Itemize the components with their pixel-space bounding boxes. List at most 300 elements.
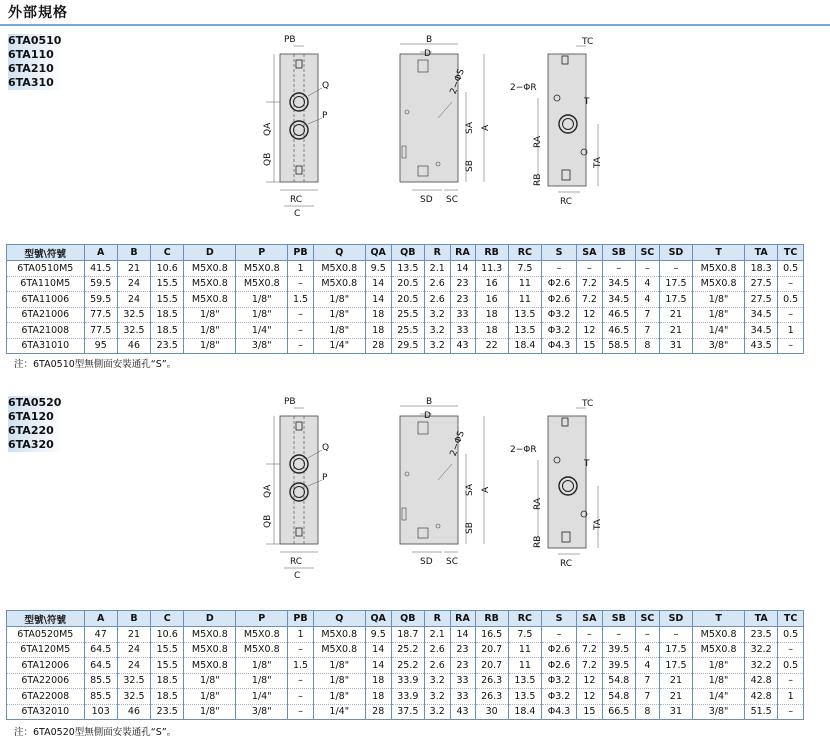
spec-table xyxy=(6,610,804,720)
value-cell: – xyxy=(778,338,804,354)
value-cell: 10.6 xyxy=(151,627,184,643)
model-label: 6TA310 xyxy=(8,76,64,90)
side-view xyxy=(400,397,491,567)
title-underline xyxy=(0,24,830,26)
value-cell: Φ2.6 xyxy=(542,276,577,292)
value-cell: 43 xyxy=(450,338,475,354)
svg-text:RC: RC xyxy=(560,559,573,569)
value-cell: 12 xyxy=(577,307,603,323)
value-cell: 3.2 xyxy=(424,307,450,323)
model-cell: 6TA0520M5 xyxy=(7,627,85,643)
column-header: Q xyxy=(313,245,365,261)
value-cell: Φ2.6 xyxy=(542,642,577,658)
value-cell: 17.5 xyxy=(659,642,692,658)
value-cell: 2.1 xyxy=(424,261,450,277)
value-cell: 25.5 xyxy=(391,323,424,339)
value-cell: 51.5 xyxy=(745,704,778,720)
value-cell: 15 xyxy=(577,338,603,354)
value-cell: 33.9 xyxy=(391,689,424,705)
value-cell: 54.8 xyxy=(602,673,635,689)
value-cell: 33 xyxy=(450,323,475,339)
column-header: SB xyxy=(602,245,635,261)
column-header: TA xyxy=(745,245,778,261)
value-cell: 13.5 xyxy=(508,307,541,323)
value-cell: 3/8" xyxy=(693,704,745,720)
value-cell: – xyxy=(577,261,603,277)
value-cell: M5X0.8 xyxy=(236,261,288,277)
value-cell: 21 xyxy=(659,323,692,339)
svg-text:2−ΦS: 2−ΦS xyxy=(448,429,467,458)
value-cell: 2.6 xyxy=(424,292,450,308)
table-row xyxy=(7,658,804,674)
value-cell: – xyxy=(659,627,692,643)
value-cell: 43 xyxy=(450,704,475,720)
value-cell: – xyxy=(288,276,314,292)
column-header: SD xyxy=(659,245,692,261)
value-cell: 7.5 xyxy=(508,261,541,277)
column-header: R xyxy=(424,245,450,261)
value-cell: 11 xyxy=(508,276,541,292)
value-cell: 1/8" xyxy=(693,292,745,308)
column-header: PB xyxy=(288,611,314,627)
value-cell: 46.5 xyxy=(602,323,635,339)
table-row xyxy=(7,261,804,277)
value-cell: 22 xyxy=(475,338,508,354)
value-cell: – xyxy=(542,627,577,643)
value-cell: 32.5 xyxy=(117,689,150,705)
column-header: 型號\符號 xyxy=(7,611,85,627)
svg-text:D: D xyxy=(424,411,431,421)
value-cell: 15 xyxy=(577,704,603,720)
value-cell: – xyxy=(778,704,804,720)
column-header: B xyxy=(117,245,150,261)
column-header: RC xyxy=(508,611,541,627)
value-cell: 1/8" xyxy=(236,673,288,689)
table-row xyxy=(7,323,804,339)
column-header: T xyxy=(693,245,745,261)
value-cell: 31 xyxy=(659,704,692,720)
value-cell: 24 xyxy=(117,276,150,292)
svg-text:P: P xyxy=(322,473,328,483)
value-cell: 3.2 xyxy=(424,323,450,339)
svg-text:SC: SC xyxy=(446,557,458,567)
column-header: SC xyxy=(635,611,659,627)
value-cell: 7 xyxy=(635,323,659,339)
value-cell: 7.2 xyxy=(577,658,603,674)
value-cell: – xyxy=(542,261,577,277)
value-cell: 0.5 xyxy=(778,627,804,643)
value-cell: M5X0.8 xyxy=(313,276,365,292)
value-cell: 41.5 xyxy=(84,261,117,277)
value-cell: 21 xyxy=(117,627,150,643)
value-cell: 34.5 xyxy=(602,292,635,308)
value-cell: 20.7 xyxy=(475,642,508,658)
value-cell: 1.5 xyxy=(288,658,314,674)
value-cell: 31 xyxy=(659,338,692,354)
value-cell: 13.5 xyxy=(391,261,424,277)
value-cell: – xyxy=(602,627,635,643)
value-cell: 64.5 xyxy=(84,642,117,658)
value-cell: 20.5 xyxy=(391,276,424,292)
svg-text:RC: RC xyxy=(560,197,573,207)
value-cell: 1/8" xyxy=(693,673,745,689)
value-cell: 16 xyxy=(475,276,508,292)
value-cell: 3.2 xyxy=(424,673,450,689)
value-cell: 18.7 xyxy=(391,627,424,643)
value-cell: 27.5 xyxy=(745,292,778,308)
value-cell: M5X0.8 xyxy=(693,261,745,277)
value-cell: 1/8" xyxy=(693,307,745,323)
svg-text:2−ΦR: 2−ΦR xyxy=(510,445,537,455)
value-cell: 7.2 xyxy=(577,292,603,308)
value-cell: 1/8" xyxy=(313,658,365,674)
value-cell: 46 xyxy=(117,338,150,354)
value-cell: 4 xyxy=(635,276,659,292)
value-cell: – xyxy=(778,673,804,689)
value-cell: – xyxy=(659,261,692,277)
value-cell: 23 xyxy=(450,276,475,292)
value-cell: 16 xyxy=(475,292,508,308)
value-cell: 14 xyxy=(450,261,475,277)
value-cell: 2.6 xyxy=(424,276,450,292)
svg-text:RB: RB xyxy=(533,535,543,548)
value-cell: 1/8" xyxy=(313,307,365,323)
value-cell: M5X0.8 xyxy=(236,642,288,658)
value-cell: 18 xyxy=(475,307,508,323)
value-cell: 1/8" xyxy=(184,673,236,689)
side-view xyxy=(400,35,491,205)
value-cell: Φ3.2 xyxy=(542,689,577,705)
column-header: SB xyxy=(602,611,635,627)
value-cell: 1/8" xyxy=(184,307,236,323)
value-cell: 23 xyxy=(450,292,475,308)
column-header: C xyxy=(151,245,184,261)
value-cell: 1.5 xyxy=(288,292,314,308)
table-row xyxy=(7,276,804,292)
value-cell: 11 xyxy=(508,658,541,674)
value-cell: M5X0.8 xyxy=(184,261,236,277)
value-cell: 8 xyxy=(635,338,659,354)
svg-text:RA: RA xyxy=(533,135,543,148)
table-row xyxy=(7,673,804,689)
value-cell: 47 xyxy=(84,627,117,643)
value-cell: 1 xyxy=(778,323,804,339)
value-cell: – xyxy=(635,261,659,277)
value-cell: 18.5 xyxy=(151,307,184,323)
value-cell: 18.4 xyxy=(508,338,541,354)
column-header: PB xyxy=(288,245,314,261)
value-cell: M5X0.8 xyxy=(313,642,365,658)
value-cell: Φ2.6 xyxy=(542,658,577,674)
value-cell: 34.5 xyxy=(602,276,635,292)
value-cell: 3.2 xyxy=(424,689,450,705)
value-cell: 1/4" xyxy=(313,704,365,720)
value-cell: – xyxy=(635,627,659,643)
value-cell: 25.2 xyxy=(391,658,424,674)
value-cell: 14 xyxy=(365,292,391,308)
value-cell: 10.6 xyxy=(151,261,184,277)
svg-text:2−ΦS: 2−ΦS xyxy=(448,67,467,96)
model-label: 6TA0520 xyxy=(8,396,64,410)
model-label: 6TA120 xyxy=(8,410,64,424)
value-cell: – xyxy=(577,627,603,643)
value-cell: 32.5 xyxy=(117,673,150,689)
value-cell: M5X0.8 xyxy=(184,627,236,643)
value-cell: 1/8" xyxy=(184,689,236,705)
model-cell: 6TA110M5 xyxy=(7,276,85,292)
value-cell: 1/8" xyxy=(236,292,288,308)
value-cell: 21 xyxy=(659,307,692,323)
svg-text:QB: QB xyxy=(263,152,273,166)
value-cell: Φ3.2 xyxy=(542,307,577,323)
column-header: A xyxy=(84,611,117,627)
value-cell: 11 xyxy=(508,642,541,658)
svg-text:TC: TC xyxy=(582,37,594,47)
value-cell: 58.5 xyxy=(602,338,635,354)
table-row xyxy=(7,338,804,354)
column-header: A xyxy=(84,245,117,261)
value-cell: 3/8" xyxy=(236,704,288,720)
column-header: 型號\符號 xyxy=(7,245,85,261)
value-cell: 33 xyxy=(450,673,475,689)
svg-text:P: P xyxy=(322,111,328,121)
column-header: T xyxy=(693,611,745,627)
value-cell: 24 xyxy=(117,658,150,674)
value-cell: 1/8" xyxy=(313,689,365,705)
svg-text:2−ΦR: 2−ΦR xyxy=(510,83,537,93)
column-header: QA xyxy=(365,245,391,261)
svg-text:B: B xyxy=(426,35,433,45)
model-label: 6TA220 xyxy=(8,424,64,438)
value-cell: Φ3.2 xyxy=(542,673,577,689)
value-cell: 43.5 xyxy=(745,338,778,354)
value-cell: 13.5 xyxy=(508,689,541,705)
column-header: C xyxy=(151,611,184,627)
model-cell: 6TA31010 xyxy=(7,338,85,354)
table-row xyxy=(7,642,804,658)
value-cell: 26.3 xyxy=(475,673,508,689)
value-cell: 13.5 xyxy=(508,323,541,339)
value-cell: 1/8" xyxy=(236,658,288,674)
column-header: B xyxy=(117,611,150,627)
value-cell: 28 xyxy=(365,704,391,720)
model-cell: 6TA11006 xyxy=(7,292,85,308)
svg-text:TA: TA xyxy=(593,157,603,168)
value-cell: 15.5 xyxy=(151,276,184,292)
model-list xyxy=(8,34,64,90)
model-label: 6TA0510 xyxy=(8,34,64,48)
value-cell: 2.6 xyxy=(424,642,450,658)
value-cell: 7 xyxy=(635,689,659,705)
spec-table xyxy=(6,244,804,354)
svg-text:SA: SA xyxy=(465,483,475,496)
value-cell: 14 xyxy=(365,658,391,674)
value-cell: 42.8 xyxy=(745,673,778,689)
value-cell: 77.5 xyxy=(84,307,117,323)
value-cell: 12 xyxy=(577,673,603,689)
value-cell: 23.5 xyxy=(151,338,184,354)
value-cell: 17.5 xyxy=(659,292,692,308)
svg-text:QA: QA xyxy=(263,122,273,136)
column-header: TC xyxy=(778,611,804,627)
model-cell: 6TA120M5 xyxy=(7,642,85,658)
front-view xyxy=(263,35,329,219)
column-header: P xyxy=(236,245,288,261)
value-cell: 28 xyxy=(365,338,391,354)
table-row xyxy=(7,627,804,643)
column-header: R xyxy=(424,611,450,627)
value-cell: 59.5 xyxy=(84,276,117,292)
value-cell: 18.5 xyxy=(151,323,184,339)
end-view xyxy=(510,399,603,569)
svg-text:SB: SB xyxy=(465,160,475,172)
svg-text:T: T xyxy=(584,459,590,469)
column-header: Q xyxy=(313,611,365,627)
value-cell: M5X0.8 xyxy=(693,276,745,292)
model-cell: 6TA32010 xyxy=(7,704,85,720)
column-header: D xyxy=(184,245,236,261)
value-cell: 18.5 xyxy=(151,673,184,689)
value-cell: 1/4" xyxy=(313,338,365,354)
column-header: RB xyxy=(475,611,508,627)
value-cell: 1/8" xyxy=(184,704,236,720)
value-cell: M5X0.8 xyxy=(693,627,745,643)
svg-text:RB: RB xyxy=(533,173,543,186)
table-row xyxy=(7,292,804,308)
value-cell: – xyxy=(288,689,314,705)
table-row xyxy=(7,689,804,705)
spec-table-header xyxy=(7,611,804,627)
front-view xyxy=(263,397,329,581)
value-cell: 32.2 xyxy=(745,658,778,674)
value-cell: 32.5 xyxy=(117,323,150,339)
column-header: SA xyxy=(577,611,603,627)
value-cell: 18 xyxy=(365,673,391,689)
value-cell: 18.4 xyxy=(508,704,541,720)
value-cell: M5X0.8 xyxy=(184,292,236,308)
value-cell: 18 xyxy=(365,307,391,323)
model-cell: 6TA22008 xyxy=(7,689,85,705)
svg-text:D: D xyxy=(424,49,431,59)
value-cell: M5X0.8 xyxy=(184,276,236,292)
table-row xyxy=(7,704,804,720)
svg-text:QB: QB xyxy=(263,514,273,528)
value-cell: 11.3 xyxy=(475,261,508,277)
value-cell: 54.8 xyxy=(602,689,635,705)
column-header: RA xyxy=(450,611,475,627)
value-cell: M5X0.8 xyxy=(693,642,745,658)
footnote: 注：6TA0510型無側面安裝通孔“S”。 xyxy=(14,359,177,370)
value-cell: 34.5 xyxy=(745,307,778,323)
value-cell: 24 xyxy=(117,642,150,658)
model-cell: 6TA21008 xyxy=(7,323,85,339)
value-cell: 95 xyxy=(84,338,117,354)
dimension-drawing xyxy=(262,394,622,584)
value-cell: 25.2 xyxy=(391,642,424,658)
value-cell: – xyxy=(778,307,804,323)
value-cell: – xyxy=(778,276,804,292)
value-cell: 14 xyxy=(450,627,475,643)
value-cell: 12 xyxy=(577,323,603,339)
value-cell: 27.5 xyxy=(745,276,778,292)
dimension-drawing xyxy=(262,32,622,222)
svg-text:PB: PB xyxy=(284,397,296,407)
svg-text:A: A xyxy=(481,124,491,131)
value-cell: M5X0.8 xyxy=(313,627,365,643)
value-cell: 1/8" xyxy=(693,658,745,674)
value-cell: 37.5 xyxy=(391,704,424,720)
value-cell: 59.5 xyxy=(84,292,117,308)
value-cell: 18 xyxy=(475,323,508,339)
table-row xyxy=(7,307,804,323)
value-cell: 33.9 xyxy=(391,673,424,689)
value-cell: 30 xyxy=(475,704,508,720)
value-cell: 21 xyxy=(659,689,692,705)
column-header: D xyxy=(184,611,236,627)
column-header: QB xyxy=(391,245,424,261)
value-cell: 12 xyxy=(577,689,603,705)
svg-text:C: C xyxy=(294,571,301,581)
value-cell: 25.5 xyxy=(391,307,424,323)
value-cell: 4 xyxy=(635,658,659,674)
model-cell: 6TA21006 xyxy=(7,307,85,323)
value-cell: 23 xyxy=(450,658,475,674)
svg-text:QA: QA xyxy=(263,484,273,498)
value-cell: 7.2 xyxy=(577,276,603,292)
value-cell: 1/8" xyxy=(313,292,365,308)
value-cell: 3.2 xyxy=(424,338,450,354)
value-cell: – xyxy=(288,307,314,323)
value-cell: – xyxy=(778,642,804,658)
value-cell: 18.3 xyxy=(745,261,778,277)
value-cell: 77.5 xyxy=(84,323,117,339)
value-cell: 21 xyxy=(659,673,692,689)
column-header: TC xyxy=(778,245,804,261)
end-view xyxy=(510,37,603,207)
column-header: S xyxy=(542,611,577,627)
value-cell: 46 xyxy=(117,704,150,720)
value-cell: 3/8" xyxy=(693,338,745,354)
value-cell: 20.7 xyxy=(475,658,508,674)
value-cell: 1/4" xyxy=(693,689,745,705)
value-cell: 16.5 xyxy=(475,627,508,643)
column-header: P xyxy=(236,611,288,627)
value-cell: 0.5 xyxy=(778,292,804,308)
value-cell: M5X0.8 xyxy=(184,658,236,674)
model-cell: 6TA22006 xyxy=(7,673,85,689)
value-cell: – xyxy=(288,338,314,354)
model-label: 6TA320 xyxy=(8,438,64,452)
value-cell: 64.5 xyxy=(84,658,117,674)
svg-text:Q: Q xyxy=(322,81,330,91)
model-cell: 6TA0510M5 xyxy=(7,261,85,277)
value-cell: 18 xyxy=(365,323,391,339)
value-cell: 4 xyxy=(635,292,659,308)
value-cell: 9.5 xyxy=(365,627,391,643)
column-header: RB xyxy=(475,245,508,261)
value-cell: M5X0.8 xyxy=(236,627,288,643)
value-cell: Φ4.3 xyxy=(542,704,577,720)
value-cell: 7.5 xyxy=(508,627,541,643)
model-label: 6TA210 xyxy=(8,62,64,76)
value-cell: 34.5 xyxy=(745,323,778,339)
value-cell: 1/8" xyxy=(313,673,365,689)
value-cell: 8 xyxy=(635,704,659,720)
value-cell: Φ3.2 xyxy=(542,323,577,339)
value-cell: – xyxy=(288,642,314,658)
value-cell: 15.5 xyxy=(151,642,184,658)
value-cell: 0.5 xyxy=(778,658,804,674)
